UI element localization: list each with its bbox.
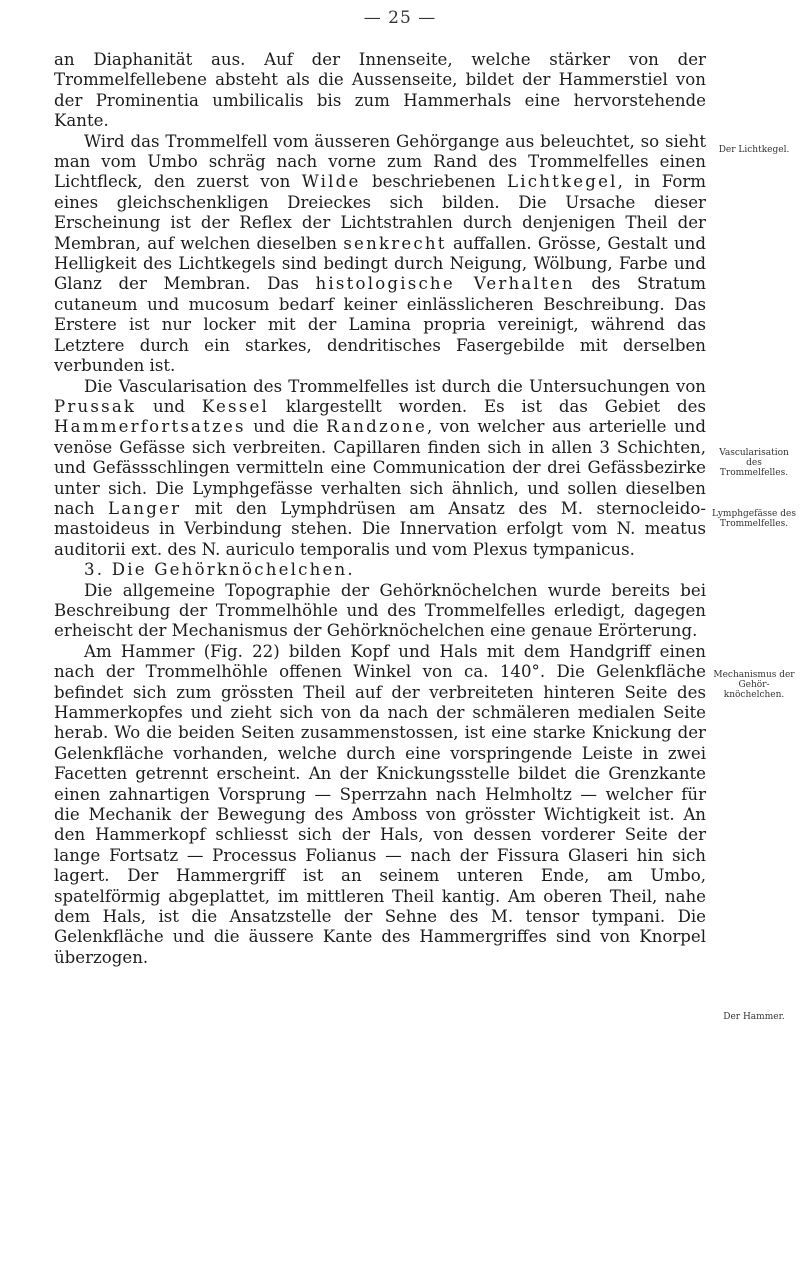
text: mit den Lymphdrüsen am Ansatz des M. sternocleido-mastoideus in Verbindung stehen. Die Innervation erfolgt vom N. meatus auditorii ext. des N. auriculo temporalis und vom Plexus tympanicus.	[54, 498, 707, 559]
text: Die Vascularisation des Trommelfelles ist durch die Untersuchungen von	[84, 376, 706, 396]
paragraph: an Diaphanität aus. Auf der Innenseite, welche stärker von der Trommelfellebene absteht als die Aussenseite, bildet der Hammerstiel von der Prominentia umbilicalis bis zum Hammerhals eine hervorstehende Kante.	[54, 50, 706, 131]
text: beschriebenen	[371, 172, 496, 192]
page-number: — 25 —	[363, 8, 437, 28]
section-heading: 3. Die Gehörknöchelchen.	[84, 560, 355, 580]
paragraph: Die allgemeine Topographie der Gehörknöchelchen wurde bereits bei Beschreibung der Trommelhöhle und des Trommelfelles erledigt, dagegen erheischt der Mechanismus der Gehörknöchelchen eine genaue Erörterung.	[54, 580, 706, 641]
margin-note: Lymphgefässe des Trommelfelles.	[712, 509, 796, 529]
paragraph	[54, 132, 706, 377]
text: klargestellt worden. Es ist das Gebiet des	[285, 396, 707, 416]
margin-note: Mechanismus der Gehör-knöchelchen.	[713, 670, 795, 700]
body-text	[54, 50, 706, 968]
text: und	[153, 396, 186, 416]
margin-note: Vascularisation des Trommelfelles.	[719, 448, 789, 478]
margin-note: Der Hammer.	[723, 1012, 785, 1022]
term: senkrecht	[343, 233, 447, 253]
text: , von welcher aus arterielle und venöse Gefässe sich verbreiten. Capillaren finden sich in allen 3 Schichten, und Gefässschlingen vermitteln eine Communication der drei Gefässbezirke unter sich. Die Lymphgefässe verhalten sich ähnlich, und sollen dieselben nach	[54, 417, 706, 518]
author-name: Wilde	[301, 172, 361, 192]
margin-note: Der Lichtkegel.	[718, 145, 790, 155]
text: Wird das Trommelfell vom äusseren Gehörgange aus beleuchtet, so sieht man vom Umbo schräg nach vorne zum Rand des Trommelfelles einen Lichtfleck, den zuerst von	[54, 131, 706, 192]
term: Hammerfortsatzes	[54, 417, 246, 437]
paragraph	[54, 377, 706, 561]
author-name: Langer	[108, 498, 182, 518]
term: Lichtkegel	[507, 172, 618, 192]
term: Randzone	[326, 417, 427, 437]
text: auffallen. Grösse, Gestalt und Helligkeit des Lichtkegels sind bedingt durch Neigung, Wölbung, Farbe und Glanz der Membran. Das	[54, 233, 706, 294]
text: , in Form eines gleichschenkligen Dreieckes sich bilden. Die Ursache dieser Erscheinung ist der Reflex der Lichtstrahlen durch denjenigen Theil der Membran, auf welchen dieselben	[54, 172, 706, 253]
term: histologische Verhalten	[315, 274, 575, 294]
author-name: Kessel	[201, 396, 270, 416]
text: und die	[253, 417, 319, 437]
author-name: Prussak	[54, 396, 137, 416]
text: des Stratum cutaneum und mucosum bedarf keiner einlässlicheren Beschreibung. Das Erstere ist nur locker mit der Lamina propria vereinigt, während das Letztere durch ein starkes, dendritisches Fasergebilde mit derselben verbunden ist.	[54, 274, 706, 376]
paragraph: Am Hammer (Fig. 22) bilden Kopf und Hals mit dem Handgriff einen nach der Trommelhöhle offenen Winkel von ca. 140°. Die Gelenkfläche befindet sich zum grössten Theil auf der verbreiteten hinteren Seite des Hammerkopfes und zieht sich von da nach der schmäleren medialen Seite herab. Wo die beiden Seiten zusammenstossen, ist eine starke Knickung der Gelenkfläche vorhanden, welche durch eine vorspringende Leiste in zwei Facetten getrennt erscheint. An der Knickungsstelle bildet die Grenzkante einen zahnartigen Vorsprung — Sperrzahn nach Helmholtz — welcher für die Mechanik der Bewegung des Amboss von grösster Wichtigkeit ist. An den Hammerkopf schliesst sich der Hals, von dessen vorderer Seite der lange Fortsatz — Processus Folianus — nach der Fissura Glaseri hin sich lagert. Der Hammergriff ist an seinem unteren Ende, am Umbo, spatelförmig abgeplattet, im mittleren Theil kantig. Am oberen Theil, nahe dem Hals, ist die Ansatzstelle der Sehne des M. tensor tympani. Die Gelenkfläche und die äussere Kante des Hammergriffes sind von Knorpel überzogen.	[54, 641, 706, 967]
